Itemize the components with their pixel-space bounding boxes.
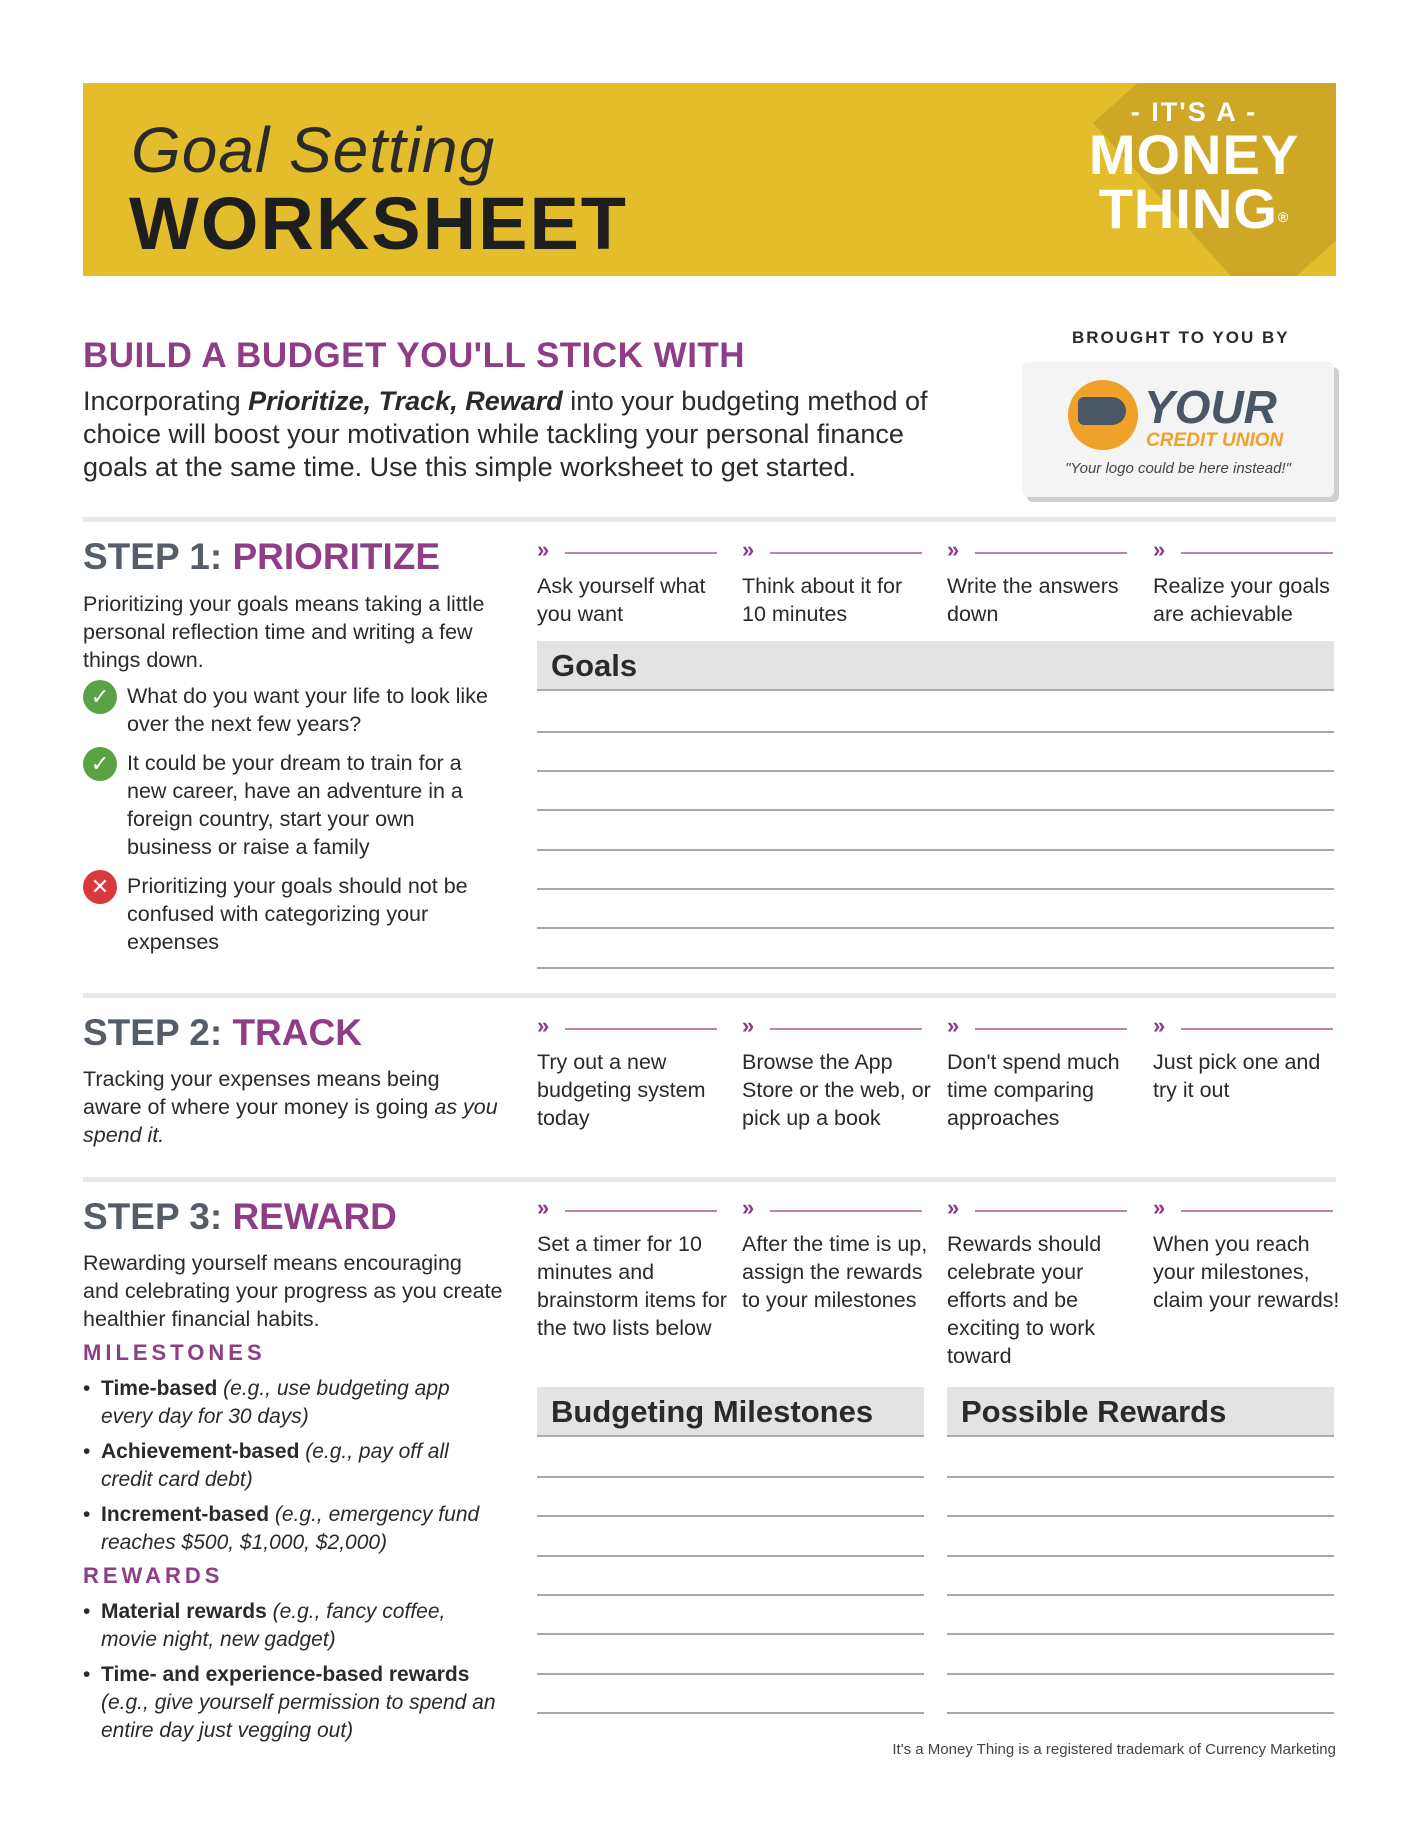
milestone-italic: (e.g., use budgeting app every day for 30 days) [101,1377,450,1428]
intro-text-2: into your budgeting method of choice will boost your motivation while tackling your personal finance goals at the same time. Use this simple worksheet to get started. [83,386,928,482]
milestone-line[interactable] [537,1712,924,1714]
tip-text: When you reach your milestones, claim your rewards! [1153,1232,1340,1312]
check-text: It could be your dream to train for a new career, have an adventure in a foreign country, start your own business or raise a family [127,751,463,859]
check-icon: ✓ [83,680,117,714]
goal-line[interactable] [537,731,1334,733]
title-worksheet: WORKSHEET [129,182,628,265]
check-text: Prioritizing your goals should not be confused with categorizing your expenses [127,874,468,954]
step2-desc-italic: as you spend it. [83,1095,498,1147]
brought-to-you-by: BROUGHT TO YOU BY [1072,328,1290,347]
double-chevron-icon: » [1153,1013,1166,1038]
double-chevron-icon: » [947,537,960,562]
step2-prefix: STEP 2: [83,1012,233,1053]
reward-line[interactable] [947,1594,1334,1596]
credit-union-logo-box [1022,362,1334,497]
milestone-bold: Increment-based [101,1503,270,1526]
milestone-line[interactable] [537,1673,924,1675]
separator-1 [83,517,1336,522]
budgeting-milestones-header: Budgeting Milestones [537,1387,924,1437]
goal-line[interactable] [537,849,1334,851]
double-chevron-icon: » [947,1195,960,1220]
reward-line[interactable] [947,1673,1334,1675]
tip-text: After the time is up, assign the rewards to your milestones [742,1232,928,1312]
reward-bold: Material rewards [101,1600,267,1623]
tip-text: Browse the App Store or the web, or pick up a book [742,1050,931,1130]
check-icon: ✓ [83,747,117,781]
reward-line[interactable] [947,1476,1334,1478]
possible-rewards-header: Possible Rewards [947,1387,1334,1437]
tip-text: Don't spend much time comparing approaches [947,1050,1120,1130]
double-chevron-icon: » [947,1013,960,1038]
milestone-line[interactable] [537,1515,924,1517]
logo-your: YOUR [1144,381,1277,433]
double-chevron-icon: » [537,1013,550,1038]
logo-bot-text: THING [1098,177,1278,240]
tip-text: Rewards should celebrate your efforts and be exciting to work toward [947,1232,1102,1368]
step1-prefix: STEP 1: [83,536,233,577]
reward-line[interactable] [947,1633,1334,1635]
tip-text: Realize your goals are achievable [1153,574,1330,626]
milestone-italic: (e.g., emergency fund reaches $500, $1,000, $2,000) [101,1503,480,1554]
tip-text: Ask yourself what you want [537,574,706,626]
logo-note: "Your logo could be here instead!" [1065,460,1291,477]
step3-desc: Rewarding yourself means encouraging and celebrating your progress as you create healthier financial habits. [83,1251,503,1331]
milestones-label: MILESTONES [83,1340,266,1365]
reward-bold: Time- and experience-based rewards [101,1663,470,1686]
logo-registered: ® [1277,209,1290,225]
money-thing-logo [1074,97,1314,240]
milestone-bold: Achievement-based [101,1440,300,1463]
goal-line[interactable] [537,888,1334,890]
tip-text: Just pick one and try it out [1153,1050,1321,1102]
logo-bot [1074,177,1314,240]
milestone-bold: Time-based [101,1377,218,1400]
milestone-line[interactable] [537,1555,924,1557]
rewards-label: REWARDS [83,1563,224,1588]
double-chevron-icon: » [742,537,755,562]
tip-text: Set a timer for 10 minutes and brainstorm items for the two lists below [537,1232,727,1340]
double-chevron-icon: » [742,1013,755,1038]
double-chevron-icon: » [537,1195,550,1220]
logo-credit-union: CREDIT UNION [1146,430,1284,451]
step2-title [83,1012,362,1054]
title-goal-setting: Goal Setting [131,114,496,186]
milestone-line[interactable] [537,1633,924,1635]
goals-panel-header: Goals [537,641,1334,691]
double-chevron-icon: » [537,537,550,562]
check-text: What do you want your life to look like over the next few years? [127,684,488,736]
x-icon: ✕ [83,870,117,904]
step2-desc-text: Tracking your expenses means being aware of where your money is going [83,1067,440,1119]
hand-shape [1078,397,1126,425]
step3-name: REWARD [232,1196,397,1237]
goal-line[interactable] [537,809,1334,811]
tip-text: Write the answers down [947,574,1119,626]
header-banner [83,83,1336,276]
step2-name: TRACK [232,1012,362,1053]
step1-desc: Prioritizing your goals means taking a little personal reflection time and writing a few things down. [83,592,485,672]
reward-italic: (e.g., fancy coffee, movie night, new gadget) [101,1600,446,1651]
milestone-line[interactable] [537,1594,924,1596]
step3-prefix: STEP 3: [83,1196,233,1237]
intro-text-1: Incorporating [83,386,249,416]
goal-line[interactable] [537,927,1334,929]
reward-italic: (e.g., give yourself permission to spend an entire day just vegging out) [101,1691,496,1742]
double-chevron-icon: » [742,1195,755,1220]
separator-3 [83,1177,1336,1182]
step1-title [83,536,440,578]
separator-2 [83,993,1336,998]
step1-name: PRIORITIZE [232,536,441,577]
goal-line[interactable] [537,967,1334,969]
intro-paragraph [83,385,953,484]
intro-text-bold: Prioritize, Track, Reward [248,386,563,416]
reward-line[interactable] [947,1555,1334,1557]
double-chevron-icon: » [1153,1195,1166,1220]
double-chevron-icon: » [1153,537,1166,562]
footer-trademark: It's a Money Thing is a registered trademark of Currency Marketing [892,1741,1336,1758]
step2-desc [83,1065,503,1149]
tip-text: Think about it for 10 minutes [742,574,903,626]
reward-line[interactable] [947,1515,1334,1517]
logo-mid: MONEY [1088,123,1300,186]
tip-text: Try out a new budgeting system today [537,1050,706,1130]
build-budget-title: BUILD A BUDGET YOU'LL STICK WITH [83,336,746,375]
step3-title [83,1196,397,1238]
milestone-italic: (e.g., pay off all credit card debt) [101,1440,449,1491]
reward-line[interactable] [947,1712,1334,1714]
goal-line[interactable] [537,770,1334,772]
logo-top: - IT'S A - [1130,97,1258,127]
milestone-line[interactable] [537,1476,924,1478]
